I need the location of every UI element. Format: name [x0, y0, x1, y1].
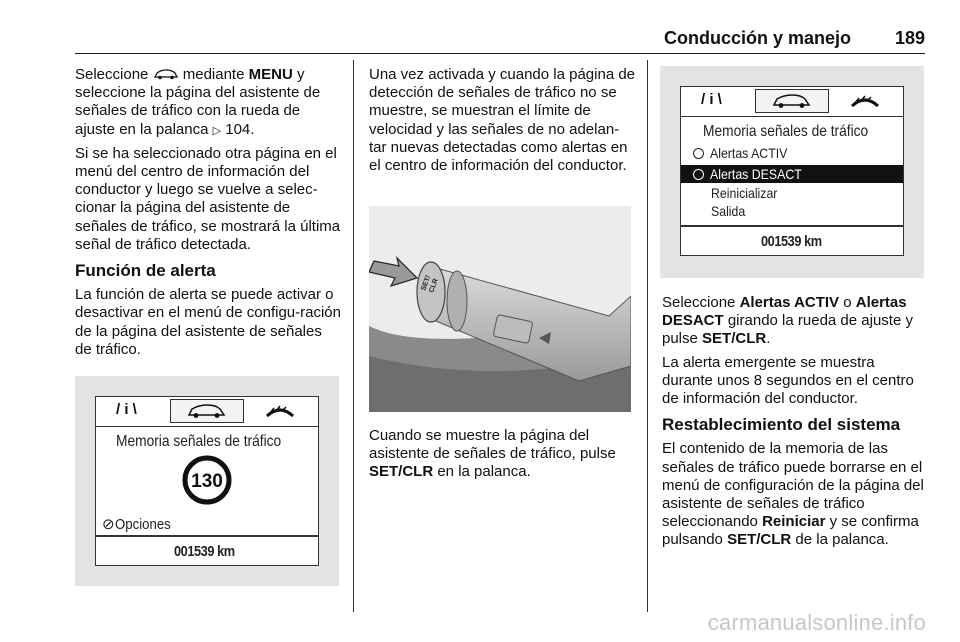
odometer-reading-2: 001539 km — [761, 233, 822, 250]
paragraph-popup-duration: La alerta emergente se muestra durante unos 8 segundos en el centro de información del conductor. — [662, 353, 914, 408]
display-icon-row-2 — [681, 87, 903, 117]
speed-limit-value: 130 — [191, 471, 223, 492]
lever-illustration — [369, 206, 631, 412]
menu-item-exit[interactable]: Salida — [711, 203, 746, 219]
speed-limit-sign — [182, 455, 232, 505]
menu-item-reset[interactable]: Reinicializar — [711, 185, 778, 201]
page-header — [75, 26, 925, 54]
paragraph-alert-function: La función de alerta se puede activar o desactivar en el menú de configu-ración de la página del asistente de señales de tráfico. — [75, 286, 341, 358]
car-tab-icon — [170, 399, 244, 423]
paragraph-press-set-clr: Cuando se muestre la página del asistente de señales de tráfico, pulse SET/CLR en la palanca. — [369, 427, 616, 481]
radio-selected-icon — [693, 169, 704, 180]
column-2 — [369, 66, 635, 180]
display-divider-2 — [681, 225, 903, 227]
column-divider-1 — [353, 60, 354, 612]
paragraph-select-alerts: Seleccione Alertas ACTIV o Alertas DESACT girando la rueda de ajuste y pulse SET/CLR. — [662, 294, 913, 348]
reference-arrow-icon: ▷ — [212, 124, 222, 137]
display-illustration-1 — [75, 376, 339, 586]
display-screen — [95, 396, 319, 566]
lever-label-clr: CLR — [428, 277, 440, 294]
car-icon — [153, 68, 179, 80]
column-3 — [662, 294, 926, 555]
menu-item-alerts-off-selected[interactable]: Alertas DESACT — [681, 165, 903, 183]
column-1 — [75, 66, 341, 364]
check-circle-icon: ⊘ — [102, 516, 115, 533]
heading-alert-function: Función de alerta — [75, 261, 216, 281]
heading-system-reset: Restablecimiento del sistema — [662, 415, 901, 435]
watermark: carmanualsonline.info — [707, 610, 926, 635]
menu-tabs-icon: / i \ — [116, 401, 137, 418]
menu-item-alerts-on[interactable]: Alertas ACTIV — [693, 145, 798, 161]
odometer-reading: 001539 km — [174, 543, 235, 560]
road-sign-icon — [264, 404, 296, 420]
column-2-bottom — [369, 427, 635, 487]
page-number: 189 — [894, 28, 925, 48]
road-sign-icon — [849, 94, 881, 110]
display-divider — [96, 535, 318, 537]
paragraph-alerts-shown: Una vez activada y cuando la página de detección de señales de tráfico no se muestre, se muestran el límite de velocidad y las señales de no adelan-tar nuevas detectadas como alertas en el centro de información del conductor. — [369, 66, 636, 175]
display-options: ⊘Opciones — [102, 516, 171, 533]
lever-label-set: SET/ — [420, 274, 433, 292]
paragraph-system-reset: El contenido de la memoria de las señales de tráfico puede borrarse en el menú de configuración de la página del asistente de señales de tráfico seleccionando Reiniciar y se confirma pulsando SET/CLR de la palanca. — [662, 440, 924, 549]
car-tab-icon — [755, 89, 829, 113]
display-icon-row — [96, 397, 318, 427]
display-title-2: Memoria señales de tráfico — [703, 123, 869, 140]
display-screen-2 — [680, 86, 904, 256]
menu-tabs-icon: / i \ — [701, 91, 722, 108]
display-illustration-2 — [660, 66, 924, 278]
section-title: Conducción y manejo — [663, 28, 851, 48]
paragraph-return-page: Si se ha seleccionado otra página en el menú del centro de información del conductor y luego se vuelve a selec-cionar la página del asistente de señales de tráfico, se mostrará la última señal de tráfico detectada. — [75, 144, 341, 253]
radio-empty-icon — [693, 148, 704, 159]
column-divider-2 — [647, 60, 648, 612]
paragraph-select-page: Seleccione mediante MENU y seleccione la página del asistente de señales de tráfico con la rueda de ajuste en la palanca ▷ 104. — [75, 66, 321, 138]
display-title: Memoria señales de tráfico — [116, 433, 282, 450]
